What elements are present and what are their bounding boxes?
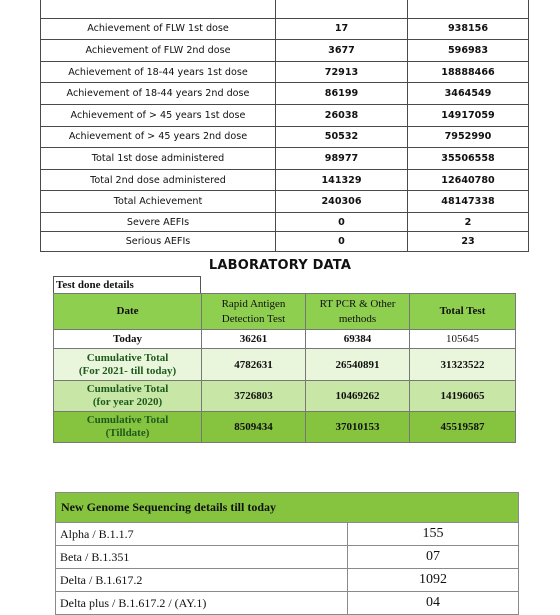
variant-name: Alpha / B.1.1.7 (56, 523, 348, 546)
day-value: 141329 (276, 169, 408, 191)
header-line: Rapid Antigen (221, 297, 286, 310)
row-label: Achievement of FLW 1st dose (41, 18, 276, 40)
variant-name: Beta / B.1.351 (56, 546, 348, 569)
rapid-antigen-header (202, 294, 306, 330)
variant-count: 04 (348, 592, 519, 615)
table-row (56, 523, 519, 546)
cumulative-value: 18888466 (408, 61, 529, 83)
table-row (41, 40, 529, 62)
table-row (41, 191, 529, 213)
table-row (41, 169, 529, 191)
rtpcr-value: 10469262 (306, 381, 410, 412)
cumulative-value: 48147338 (408, 191, 529, 213)
cumulative-value: 23 (408, 232, 529, 252)
rtpcr-value: 69384 (306, 330, 410, 349)
day-value: 98977 (276, 148, 408, 170)
variant-name: Delta / B.1.617.2 (56, 569, 348, 592)
table-row-cumulative-2020 (54, 381, 516, 412)
table-row-cumulative-tilldate (54, 412, 516, 443)
cumulative-value: 35506558 (408, 148, 529, 170)
cumulative-value: 14917059 (408, 104, 529, 126)
cumulative-label (54, 381, 202, 412)
cumulative-value (408, 0, 529, 18)
table-row (41, 232, 529, 252)
table-row (56, 546, 519, 569)
laboratory-title: LABORATORY DATA (208, 258, 352, 273)
table-row-today (54, 330, 516, 349)
row-label: Achievement of 18-44 years 2nd dose (41, 83, 276, 105)
total-value: 14196065 (410, 381, 516, 412)
row-label: Serious AEFIs (41, 232, 276, 252)
variant-count: 07 (348, 546, 519, 569)
header-line: RT PCR & Other (319, 297, 396, 310)
genome-title: New Genome Sequencing details till today (56, 493, 519, 523)
vaccination-table (40, 0, 529, 252)
day-value: 50532 (276, 126, 408, 148)
row-label: Total 1st dose administered (41, 148, 276, 170)
rtpcr-value: 26540891 (306, 349, 410, 381)
table-row (41, 126, 529, 148)
cumulative-label (54, 349, 202, 381)
row-label: Achievement of > 45 years 1st dose (41, 104, 276, 126)
label-line: (Tilldate) (105, 427, 150, 439)
rapid-value: 4782631 (202, 349, 306, 381)
row-label: Achievement of 18-44 years 1st dose (41, 61, 276, 83)
laboratory-section (53, 276, 515, 443)
cumulative-value: 596983 (408, 40, 529, 62)
variant-count: 1092 (348, 569, 519, 592)
row-label: Achievement of > 45 years 2nd dose (41, 126, 276, 148)
rapid-value: 8509434 (202, 412, 306, 443)
table-row (41, 18, 529, 40)
date-header: Date (54, 294, 202, 330)
day-value: 3677 (276, 40, 408, 62)
label-line: Cumulative Total (86, 383, 169, 395)
rtpcr-header (306, 294, 410, 330)
table-row (56, 592, 519, 615)
label-line: (for year 2020) (92, 396, 163, 408)
header-line: methods (338, 312, 377, 325)
table-row (41, 61, 529, 83)
today-label: Today (54, 330, 202, 349)
cumulative-label (54, 412, 202, 443)
table-row (41, 212, 529, 232)
table-row (41, 0, 529, 18)
cumulative-value: 7952990 (408, 126, 529, 148)
cumulative-value: 938156 (408, 18, 529, 40)
table-row (41, 83, 529, 105)
rtpcr-value: 37010153 (306, 412, 410, 443)
header-line: Detection Test (221, 312, 286, 325)
row-label: Total 2nd dose administered (41, 169, 276, 191)
rapid-value: 36261 (202, 330, 306, 349)
day-value: 17 (276, 18, 408, 40)
laboratory-table (53, 293, 516, 443)
rapid-value: 3726803 (202, 381, 306, 412)
row-label: Achievement of FLW 2nd dose (41, 40, 276, 62)
test-details-caption: Test done details (53, 276, 201, 293)
day-value: 240306 (276, 191, 408, 213)
variant-count: 155 (348, 523, 519, 546)
label-line: Cumulative Total (86, 351, 169, 364)
day-value: 72913 (276, 61, 408, 83)
total-value: 105645 (410, 330, 516, 349)
table-header-row (56, 493, 519, 523)
label-line: Cumulative Total (86, 414, 169, 426)
genome-sequencing-table (55, 492, 519, 615)
cumulative-value: 12640780 (408, 169, 529, 191)
day-value: 0 (276, 232, 408, 252)
row-label: Total Achievement (41, 191, 276, 213)
variant-name: Delta plus / B.1.617.2 / (AY.1) (56, 592, 348, 615)
table-row (56, 569, 519, 592)
cumulative-value: 3464549 (408, 83, 529, 105)
total-test-header: Total Test (410, 294, 516, 330)
table-row (41, 148, 529, 170)
total-value: 45519587 (410, 412, 516, 443)
cumulative-value: 2 (408, 212, 529, 232)
day-value (276, 0, 408, 18)
day-value: 86199 (276, 83, 408, 105)
table-header-row (54, 294, 516, 330)
label-line: (For 2021- till today) (78, 364, 177, 377)
row-label (41, 0, 276, 18)
day-value: 26038 (276, 104, 408, 126)
row-label: Severe AEFIs (41, 212, 276, 232)
table-row-cumulative-2021 (54, 349, 516, 381)
table-row (41, 104, 529, 126)
total-value: 31323522 (410, 349, 516, 381)
day-value: 0 (276, 212, 408, 232)
